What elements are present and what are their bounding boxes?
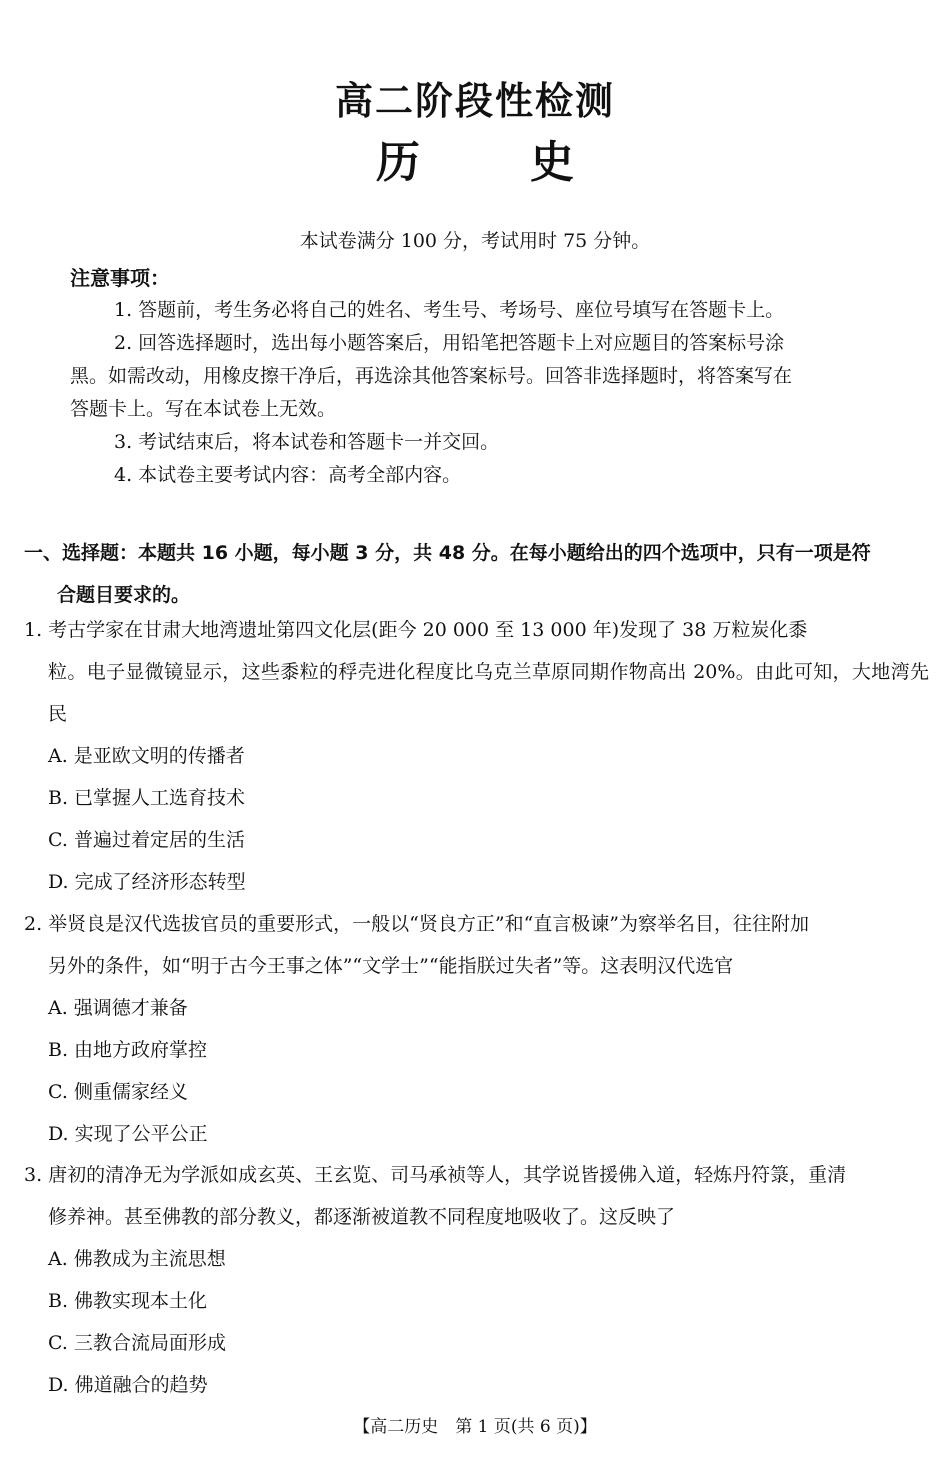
option-a: A. 强调德才兼备 [48,997,188,1019]
section-heading-line: 合题目要求的。 [57,584,191,606]
option-b: B. 由地方政府掌控 [48,1039,208,1061]
question-stem-rest: 另外的条件，如“明于古今王事之体”“文学士”“能指朕过失者”等。这表明汉代选官 [48,955,734,977]
section-heading [24,532,929,616]
notice-item-continued: 答题卡上。写在本试卷上无效。 [70,398,337,420]
question-1 [24,609,929,903]
question-stem-rest: 修养神。甚至佛教的部分教义，都逐渐被道教不同程度地吸收了。这反映了 [48,1206,676,1228]
option-d: D. 佛道融合的趋势 [48,1374,208,1396]
notice-item: 2. 回答选择题时，选出每小题答案后，用铅笔把答题卡上对应题目的答案标号涂 [114,332,785,354]
option-d: D. 实现了公平公正 [48,1123,208,1145]
question-stem [24,609,929,735]
exam-info: 本试卷满分 100 分，考试用时 75 分钟。 [299,230,651,252]
option-a: A. 佛教成为主流思想 [48,1248,226,1270]
notice-item-continued: 黑。如需改动，用橡皮擦干净后，再选涂其他答案标号。回答非选择题时，将答案写在 [70,365,793,387]
option-b: B. 已掌握人工选育技术 [48,787,246,809]
subject-char-2: 史 [530,137,574,188]
question-3 [24,1154,929,1406]
notice-list [70,294,890,492]
section-heading-line: 一、选择题：本题共 16 小题，每小题 3 分，共 48 分。在每小题给出的四个选项中，只有一项是符 [24,542,871,564]
option-d: D. 完成了经济形态转型 [48,871,246,893]
option-c: C. 普遍过着定居的生活 [48,829,245,851]
page-footer: 【高二历史 第 1 页(共 6 页)】 [353,1417,597,1437]
exam-title: 高二阶段性检测 [334,79,615,123]
question-stem-line: 1. 考古学家在甘肃大地湾遗址第四文化层(距今 20 000 至 13 000 年)发现了 38 万粒炭化黍 [24,619,808,641]
option-c: C. 三教合流局面形成 [48,1332,226,1354]
question-stem [24,1154,929,1238]
subject-char-1: 历 [376,137,420,188]
question-stem [24,903,929,987]
subject-title [0,126,950,190]
notice-item: 1. 答题前，考生务必将自己的姓名、考生号、考场号、座位号填写在答题卡上。 [114,299,785,321]
question-stem-line: 3. 唐初的清净无为学派如成玄英、王玄览、司马承祯等人，其学说皆援佛入道，轻炼丹符箓，重清 [24,1164,847,1186]
question-2 [24,903,929,1155]
question-stem-line: 2. 举贤良是汉代选拔官员的重要形式，一般以“贤良方正”和“直言极谏”为察举名目，往往附加 [24,913,810,935]
option-c: C. 侧重儒家经义 [48,1081,188,1103]
question-stem-rest: 粒。电子显微镜显示，这些黍粒的稃壳进化程度比乌克兰草原同期作物高出 20%。由此可知，大地湾先民 [48,661,929,725]
option-a: A. 是亚欧文明的传播者 [48,745,245,767]
notice-heading: 注意事项： [70,266,170,290]
notice-item: 4. 本试卷主要考试内容：高考全部内容。 [114,464,462,486]
notice-item: 3. 考试结束后，将本试卷和答题卡一并交回。 [114,431,500,453]
option-b: B. 佛教实现本土化 [48,1290,208,1312]
